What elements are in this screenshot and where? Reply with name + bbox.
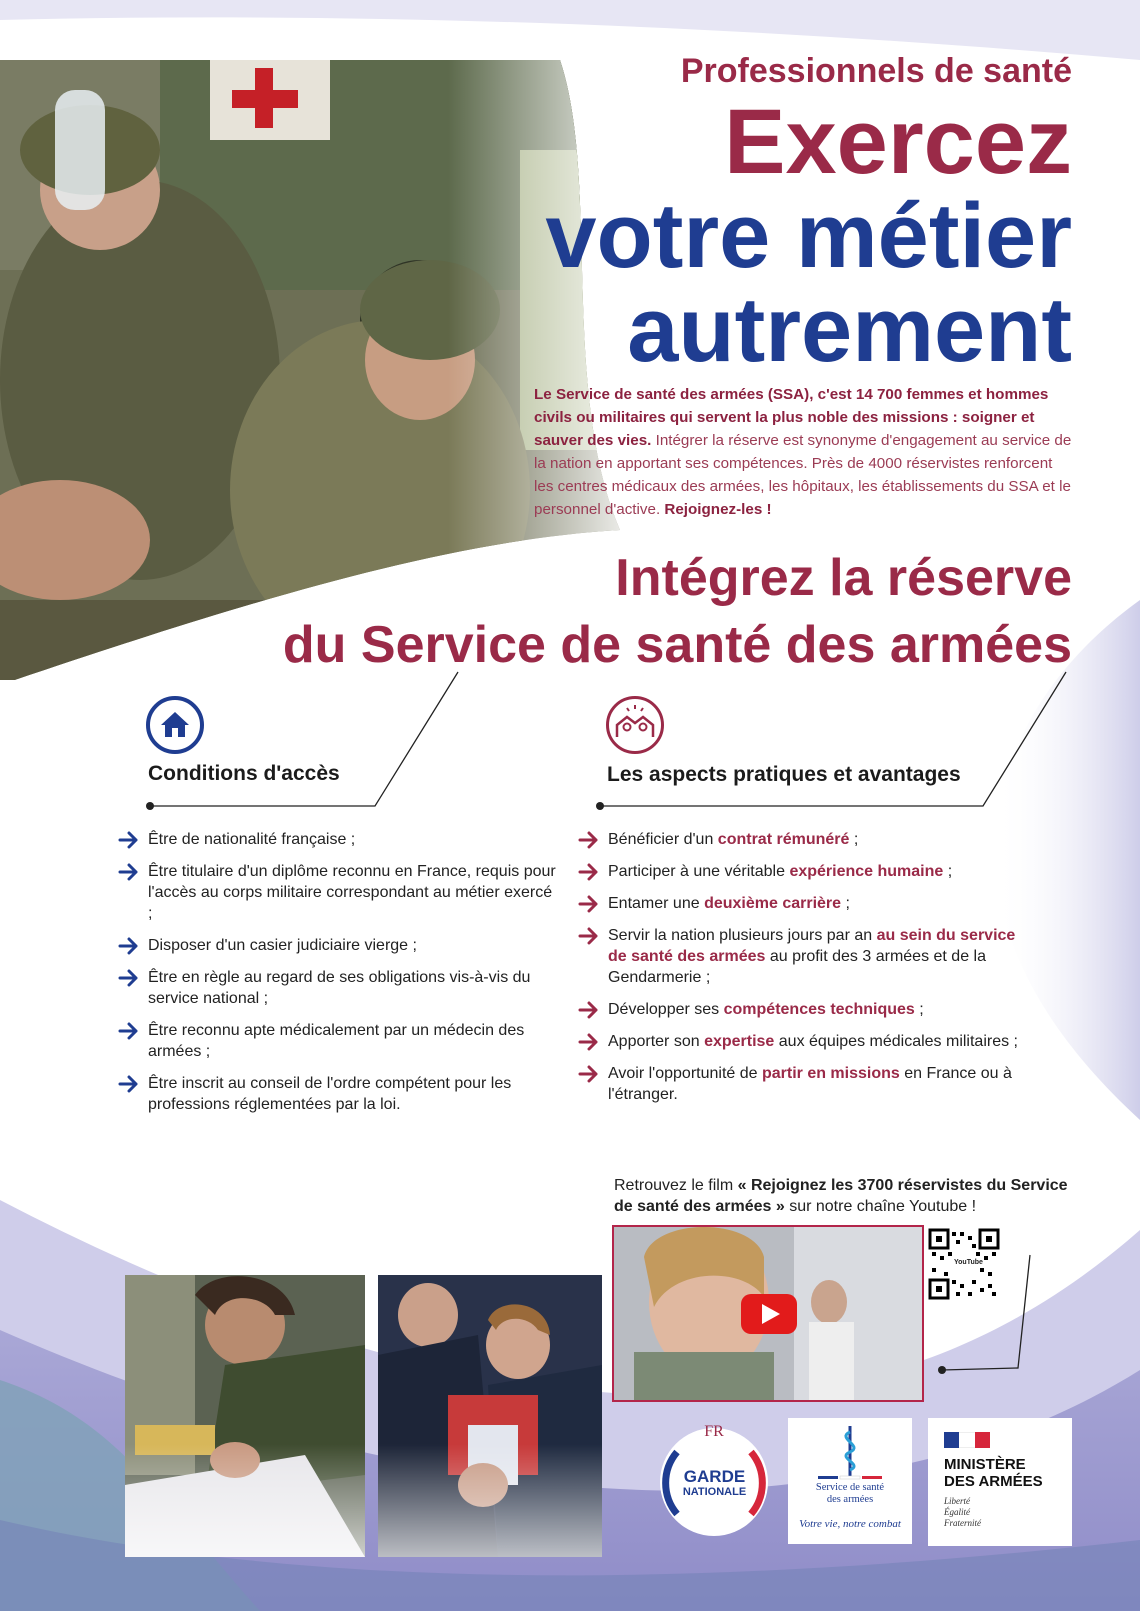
arrow-right-icon: [578, 863, 600, 881]
benefit-highlight: expérience humaine: [789, 863, 944, 880]
arrow-right-icon: [578, 831, 600, 849]
film-post: sur notre chaîne Youtube !: [784, 1198, 977, 1215]
benefit-text-pre: Entamer une: [608, 895, 705, 912]
benefit-text-pre: Avoir l'opportunité de: [608, 1065, 762, 1082]
arrow-right-icon: [118, 937, 140, 955]
benefit-text-post: ;: [914, 1001, 924, 1018]
subtitle-line1: Intégrez la réserve: [615, 549, 1072, 607]
condition-text: Être en règle au regard de ses obligations vis-à-vis du service national ;: [148, 969, 531, 1007]
arrow-right-icon: [118, 1075, 140, 1093]
arrow-right-icon: [578, 1033, 600, 1051]
house-icon: [146, 696, 204, 754]
conditions-list: [118, 829, 560, 1126]
motto-egalite: Égalité: [944, 1507, 970, 1517]
benefit-item: [578, 1031, 1018, 1052]
condition-item: [118, 1073, 560, 1115]
film-pre: Retrouvez le film: [614, 1177, 738, 1194]
headline-line2: votre métier: [545, 185, 1072, 287]
svg-text:FR: FR: [704, 1423, 724, 1440]
ministere-line2: DES ARMÉES: [944, 1473, 1043, 1490]
benefit-item: [578, 861, 1018, 882]
ssa-name-2: des armées: [826, 1494, 874, 1505]
motto-liberte: Liberté: [944, 1496, 970, 1506]
motto-fraternite: Fraternité: [944, 1518, 981, 1528]
marianne-flag-icon: [944, 1432, 990, 1448]
benefits-title: Les aspects pratiques et avantages: [607, 763, 961, 786]
play-icon: [762, 1304, 780, 1324]
ssa-motto: Votre vie, notre combat: [799, 1518, 901, 1530]
benefit-text-post: ;: [943, 863, 953, 880]
benefit-text-pre: Développer ses: [608, 1001, 724, 1018]
benefit-item: [578, 829, 1018, 850]
arrow-right-icon: [118, 1022, 140, 1040]
benefit-item: [578, 893, 1018, 914]
benefit-text-post: au profit des 3 armées et de la Gendarmerie ;: [608, 948, 986, 986]
ministere-armees-logo: [928, 1418, 1072, 1546]
bottom-photo-2: [378, 1275, 602, 1557]
conditions-title: Conditions d'accès: [148, 762, 340, 785]
condition-item: [118, 861, 560, 924]
headline-line1: Exercez: [724, 91, 1072, 193]
benefit-highlight: contrat rémunéré: [717, 831, 850, 848]
benefit-text-post: ;: [849, 831, 859, 848]
benefit-text-post: en France ou à l'étranger.: [608, 1065, 1012, 1103]
play-button[interactable]: [741, 1294, 797, 1334]
condition-text: Disposer d'un casier judiciaire vierge ;: [148, 937, 417, 954]
condition-item: [118, 829, 560, 850]
ministere-line1: MINISTÈRE: [944, 1456, 1026, 1473]
intro-cta: Rejoignez-les !: [664, 501, 772, 518]
benefit-highlight: compétences techniques: [723, 1001, 915, 1018]
film-promo-text: [614, 1175, 1084, 1217]
arrow-right-icon: [578, 1065, 600, 1083]
bottom-photo-1: [125, 1275, 365, 1557]
arrow-right-icon: [578, 1001, 600, 1019]
condition-item: [118, 935, 560, 956]
benefit-text-post: ;: [841, 895, 850, 912]
header-kicker: Professionnels de santé: [680, 52, 1072, 90]
garde-text-2: NATIONALE: [682, 1486, 747, 1498]
benefit-text-pre: Apporter son: [608, 1033, 705, 1050]
benefit-text-pre: Participer à une véritable: [608, 863, 790, 880]
headline-line3: autrement: [627, 279, 1072, 381]
condition-text: Être de nationalité française ;: [148, 831, 356, 848]
condition-item: [118, 1020, 560, 1062]
qr-code[interactable]: [928, 1228, 1000, 1300]
youtube-video-thumbnail[interactable]: [612, 1225, 924, 1402]
qr-youtube-label: YouTube: [954, 1259, 983, 1266]
benefit-text-pre: Bénéficier d'un: [608, 831, 718, 848]
condition-item: [118, 967, 560, 1009]
condition-text: Être titulaire d'un diplôme reconnu en France, requis pour l'accès au corps militaire correspondant au métier exercé ;: [148, 863, 556, 922]
benefit-item: [578, 1063, 1018, 1105]
people-icon: [606, 696, 664, 754]
arrow-right-icon: [118, 831, 140, 849]
caduceus-icon: [788, 1418, 912, 1482]
subtitle-line2: du Service de santé des armées: [282, 616, 1072, 674]
benefit-item: [578, 999, 1018, 1020]
benefits-list: [578, 829, 1018, 1116]
arrow-right-icon: [578, 895, 600, 913]
benefit-text-pre: Servir la nation plusieurs jours par an: [608, 927, 877, 944]
condition-text: Être inscrit au conseil de l'ordre compétent pour les professions réglementées par la loi.: [148, 1075, 512, 1113]
ssa-name-1: Service de santé: [815, 1482, 885, 1493]
garde-nationale-logo: [657, 1418, 772, 1538]
benefit-highlight: expertise: [704, 1033, 775, 1050]
benefit-highlight: au sein du service de santé des armées: [608, 927, 1016, 965]
arrow-right-icon: [118, 863, 140, 881]
benefit-text-post: aux équipes médicales militaires ;: [774, 1033, 1018, 1050]
benefit-highlight: deuxième carrière: [704, 895, 842, 912]
film-title: « Rejoignez les 3700 réservistes du Service de santé des armées »: [614, 1177, 1068, 1215]
intro-regular: Intégrer la réserve est synonyme d'engagement au service de la nation en apportant ses compétences. Près de 4000 réservistes renforcent les centres médicaux des armées, les hôpitaux, les établissements du SSA et le personnel d'active.: [534, 432, 1072, 518]
condition-text: Être reconnu apte médicalement par un médecin des armées ;: [148, 1022, 525, 1060]
garde-text-1: GARDE: [683, 1467, 746, 1486]
intro-bold: Le Service de santé des armées (SSA), c'est 14 700 femmes et hommes civils ou militaires qui servent la plus noble des missions : soigner et sauver des vies.: [534, 386, 1049, 449]
benefit-highlight: partir en missions: [761, 1065, 900, 1082]
arrow-right-icon: [578, 927, 600, 945]
ssa-logo: [788, 1418, 912, 1544]
benefit-item: [578, 925, 1018, 988]
arrow-right-icon: [118, 969, 140, 987]
